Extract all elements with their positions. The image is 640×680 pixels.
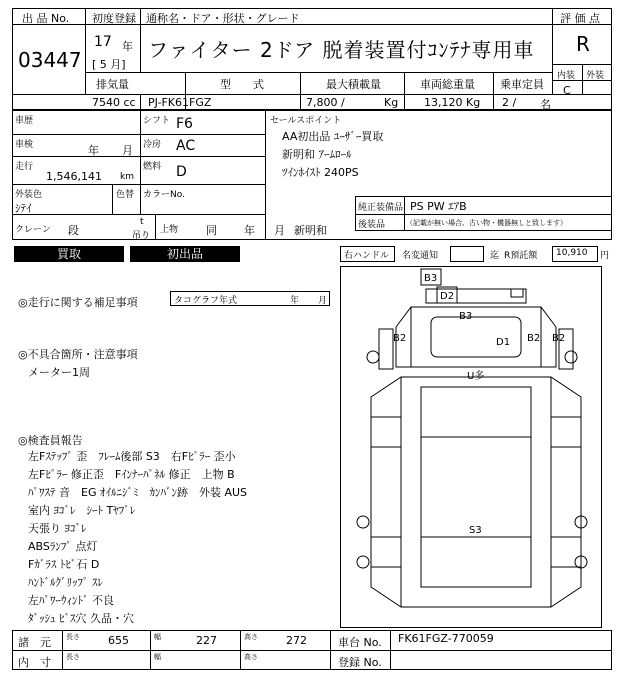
height-value: 272 (286, 634, 307, 647)
aftermarket-note: （記載が無い場合、古い物・機器無しと致します） (406, 219, 567, 227)
displacement-value: 7540 cc (92, 96, 136, 109)
exterior-color-value: ｼﾃｲ (15, 202, 32, 215)
capacity-label: 乗車定員 (500, 78, 544, 91)
crane-label: クレーン (15, 225, 51, 235)
tab-first-listing[interactable]: 初出品 (130, 246, 240, 262)
color-no-label: カラーNo. (143, 190, 185, 200)
lot-number: 03447 (18, 48, 82, 72)
interior-width-label: 幅 (154, 653, 161, 661)
inspector-line-7: Fｶﾞﾗｽ ﾄﾋﾞ石 D (28, 558, 100, 571)
deadline-label: 迄 (490, 251, 500, 261)
sales-point-2: 新明和 ｱｰﾑﾛｰﾙ (282, 148, 352, 161)
inspector-label: ◎検査員報告 (18, 434, 83, 447)
mark-b2-left: B2 (393, 333, 407, 344)
inspector-line-8: ﾊﾝﾄﾞﾙｸﾞﾘｯﾌﾟ ｽﾚ (28, 576, 103, 589)
inspector-line-9: 左ﾊﾟﾜｰｳｨﾝﾄﾞ 不良 (28, 594, 114, 607)
body-year: 年 (244, 224, 255, 237)
vehicle-title: ファイター 2ドア 脱着装置付ｺﾝﾃﾅ専用車 (148, 38, 535, 62)
first-reg-label: 初度登録 (92, 12, 136, 25)
name-label: 通称名・ドア・形状・グレード (146, 12, 300, 25)
lot-label: 出 品 No. (22, 12, 70, 25)
fuel-value: D (176, 164, 187, 180)
equipment-label: 純正装備品 (358, 203, 404, 213)
mileage-supp-label: ◎走行に関する補足事項 (18, 296, 138, 309)
mileage-unit: km (120, 172, 134, 182)
crane-stage: 段 (68, 224, 79, 237)
capacity-unit: 名 (540, 98, 551, 111)
mark-b3-cab: B3 (459, 311, 473, 322)
max-load-value: 7,800 / (306, 96, 345, 109)
width-value: 227 (196, 634, 217, 647)
body-maker: 新明和 (294, 224, 327, 237)
capacity-value: 2 / (502, 96, 517, 109)
reg-month: [ 5 月] (92, 58, 126, 71)
inspector-line-1: 左Fｽﾃｯﾌﾟ 歪 ﾌﾚｰﾑ後部 S3 右Fﾋﾟﾗｰ 歪小 (28, 450, 236, 463)
length-label: 長さ (66, 633, 80, 641)
width-label: 幅 (154, 633, 161, 641)
dims-label: 諸 元 (18, 636, 51, 649)
fuel-label: 燃料 (143, 162, 162, 172)
mark-b2-right1: B2 (527, 333, 541, 344)
sales-point-1: AA初出品 ﾕｰｻﾞｰ買取 (282, 130, 384, 143)
mileage-value: 1,546,141 (46, 170, 102, 183)
mark-u-many: U多 (467, 371, 485, 382)
reg-no-label: 登録 No. (338, 656, 382, 669)
tab-buy[interactable]: 買取 (14, 246, 124, 262)
chassis-value: FK61FGZ-770059 (398, 632, 494, 645)
grade-value: R (576, 32, 590, 56)
tacho-year: 年 (290, 296, 300, 306)
tax-label: R預託額 (504, 251, 538, 261)
inspector-line-6: ABSﾗﾝﾌﾟ 点灯 (28, 540, 98, 553)
height-label: 高さ (244, 633, 258, 641)
ac-label: 冷房 (143, 140, 162, 150)
exterior-color-label: 外装色 (15, 190, 43, 200)
sales-point-3: ﾂｲﾝﾎｲｽﾄ 240PS (282, 166, 359, 179)
color-change-label: 色替 (116, 190, 135, 200)
ac-value: AC (176, 138, 196, 154)
truck-diagram (341, 267, 603, 629)
tax-unit: 円 (600, 251, 610, 261)
model-value: PJ-FK61FGZ (148, 96, 212, 109)
right-hand-label: 右ハンドル (344, 251, 390, 261)
crane-hang: 吊り (132, 231, 151, 241)
mark-d2: D2 (440, 291, 455, 302)
inspector-line-10: ﾀﾞｯｼｭ ﾋﾞｽ穴 久品・穴 (28, 612, 134, 625)
length-value: 655 (108, 634, 129, 647)
inspection-label: 車検 (15, 140, 34, 150)
tacho-label: タコグラフ年式 (174, 296, 238, 306)
history-label: 車歴 (15, 116, 34, 126)
body-same: 同 (206, 224, 217, 237)
truck-diagram-frame (340, 266, 602, 628)
inspection-month: 月 (122, 144, 133, 157)
exterior-label: 外装 (586, 71, 605, 81)
equipment-value: PS PW ｴｱB (410, 200, 467, 213)
mark-b3-front: B3 (424, 273, 438, 284)
model-label: 型 式 (220, 78, 264, 91)
body-month: 月 (274, 224, 285, 237)
mileage-label: 走行 (15, 162, 34, 172)
inspection-year: 年 (88, 144, 99, 157)
interior-height-label: 高さ (244, 653, 258, 661)
reg-year: 17 (94, 34, 112, 50)
name-change-box (450, 246, 484, 262)
grade-label: 評 価 点 (560, 12, 600, 25)
inspector-line-4: 室内 ﾖｺﾞﾚ ｼｰﾄ Tﾔﾌﾞﾚ (28, 504, 136, 517)
crane-ton: t (140, 217, 144, 227)
mark-s3: S3 (469, 525, 482, 536)
reg-year-unit: 年 (122, 40, 133, 53)
defects-label: ◎不具合箇所・注意事項 (18, 348, 138, 361)
tax-value: 10,910 (556, 248, 588, 258)
max-load-unit: Kg (384, 96, 399, 109)
interior-dims-label: 内 寸 (18, 656, 51, 669)
mark-b2-right2: B2 (552, 333, 566, 344)
defects-value: メーター1周 (28, 366, 90, 379)
inspector-line-2: 左Fﾋﾟﾗｰ 修正歪 Fｲﾝﾅｰﾊﾟﾈﾙ 修正 上物 B (28, 468, 235, 481)
mark-d1: D1 (496, 337, 511, 348)
body-label: 上物 (160, 225, 179, 235)
interior-label: 内装 (557, 71, 576, 81)
chassis-label: 車台 No. (338, 636, 382, 649)
gross-weight-label: 車両総重量 (420, 78, 475, 91)
aftermarket-label: 後装品 (358, 220, 386, 230)
max-load-label: 最大積載量 (326, 78, 381, 91)
inspector-line-5: 天張り ﾖｺﾞﾚ (28, 522, 87, 535)
inspector-line-3: ﾊﾟﾜｽﾃ 音 EG ｵｲﾙﾆｼﾞﾐ ｶﾝﾊﾞﾝ跡 外装 AUS (28, 486, 248, 499)
name-change-label: 名変通知 (402, 251, 439, 261)
shift-label: シフト (143, 116, 171, 126)
tacho-month: 月 (318, 296, 328, 306)
interior-length-label: 長さ (66, 653, 80, 661)
sales-points-label: セールスポイント (270, 116, 342, 126)
displacement-label: 排気量 (96, 78, 129, 91)
interior-grade: C (563, 84, 571, 97)
gross-weight-value: 13,120 Kg (424, 96, 481, 109)
shift-value: F6 (176, 116, 193, 132)
